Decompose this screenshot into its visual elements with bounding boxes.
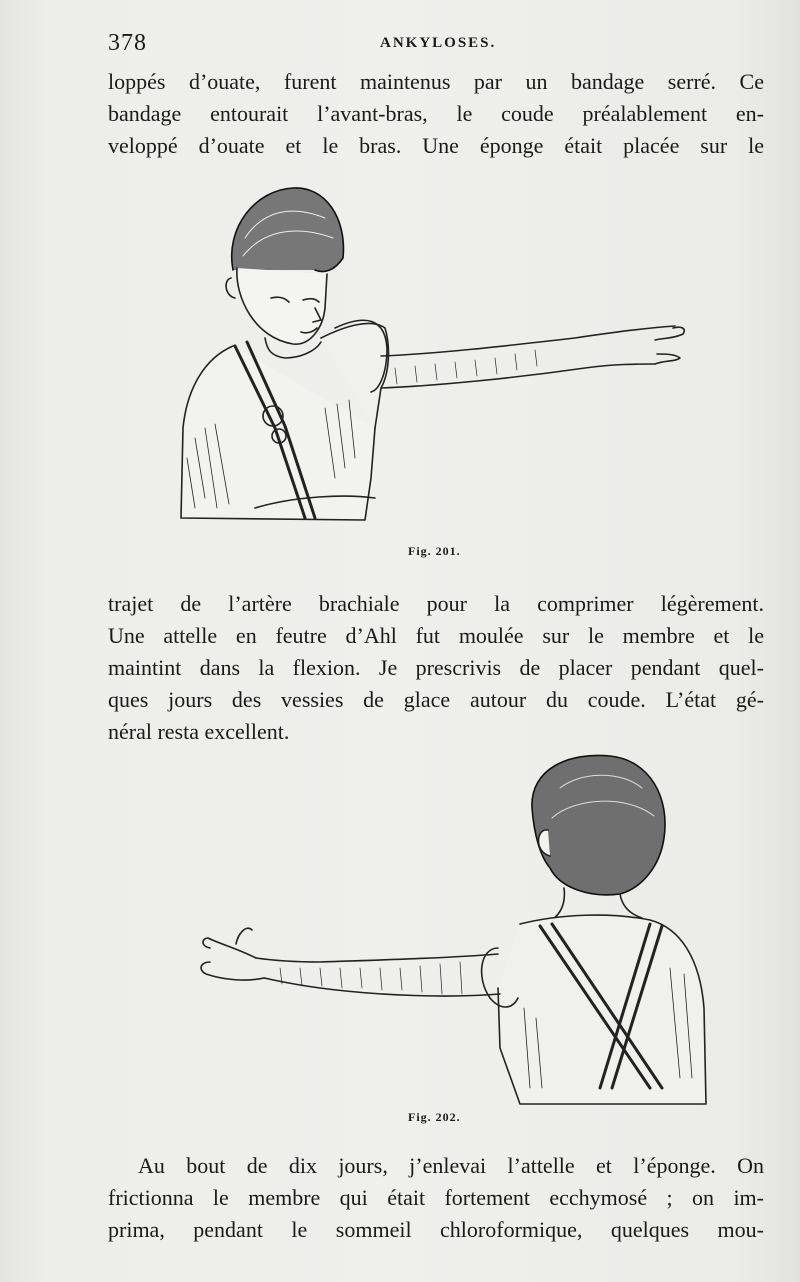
- text-line: Au bout de dix jours, j’enlevai l’attelle et l’éponge. On: [138, 1153, 764, 1178]
- text-line: veloppé d’ouate et le bras. Une éponge était placée sur le: [108, 133, 764, 158]
- text-line: trajet de l’artère brachiale pour la comprimer légèrement.: [108, 591, 764, 616]
- paragraph-middle: [108, 588, 764, 748]
- text-line: prima, pendant le sommeil chloroformique, quelques mou-: [108, 1217, 764, 1242]
- paragraph-top: [108, 66, 764, 162]
- running-head: ANKYLOSES.: [380, 35, 497, 51]
- figure-201-caption: Fig. 201.: [408, 544, 461, 558]
- text-line: Une attelle en feutre d’Ahl fut moulée sur le membre et le: [108, 623, 764, 648]
- text-line: frictionna le membre qui était fortement ecchymosé ; on im-: [108, 1185, 764, 1210]
- paragraph-bottom: [108, 1150, 764, 1246]
- text-line: néral resta excellent.: [108, 719, 290, 744]
- text-line: ques jours des vessies de glace autour du coude. L’état gé-: [108, 687, 764, 712]
- figure-202-caption: Fig. 202.: [408, 1110, 461, 1124]
- text-line: loppés d’ouate, furent maintenus par un bandage serré. Ce: [108, 69, 764, 94]
- text-line: maintint dans la flexion. Je prescrivis de placer pendant quel-: [108, 655, 764, 680]
- page-header: [108, 30, 763, 60]
- figure-201-illustration: [175, 178, 695, 538]
- text-line: bandage entourait l’avant-bras, le coude préalablement en-: [108, 101, 764, 126]
- page-number: 378: [108, 30, 147, 56]
- figure-202-illustration: [180, 748, 720, 1108]
